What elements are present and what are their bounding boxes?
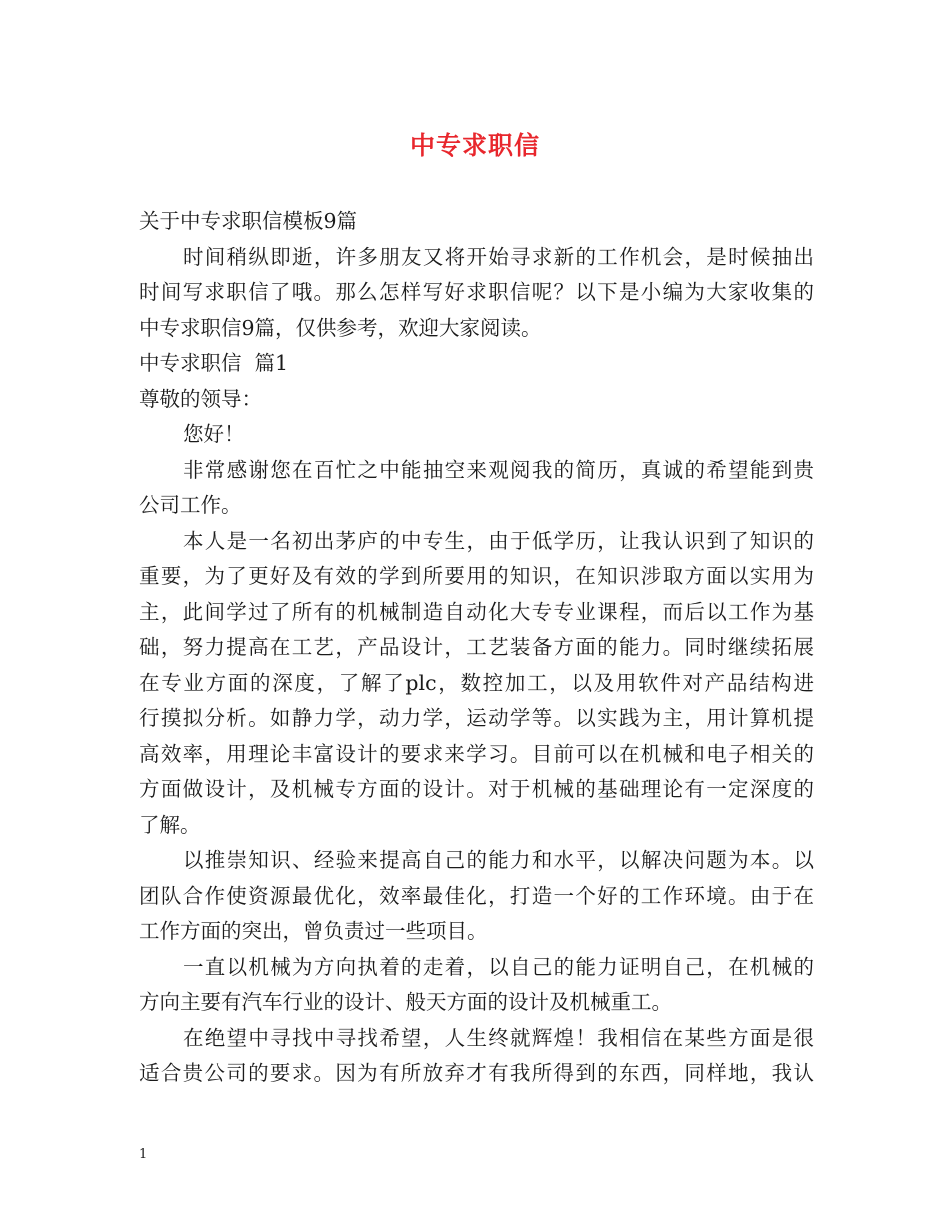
paragraph-line: 适合贵公司的要求。因为有所放弃才有我所得到的东西，同样地，我认 xyxy=(139,1061,814,1085)
paragraph-line: 工作方面的突出，曾负责过一些项目。 xyxy=(139,919,488,943)
intro-paragraph-line: 时间写求职信了哦。那么怎样写好求职信呢？以下是小编为大家收集的 xyxy=(139,280,814,304)
paragraph-line: 高效率，用理论丰富设计的要求来学习。目前可以在机械和电子相关的 xyxy=(139,741,814,766)
paragraph-line: 团队合作使资源最优化，效率最佳化，打造一个好的工作环境。由于在 xyxy=(139,883,814,908)
paragraph-line: 重要，为了更好及有效的学到所要用的知识，在知识涉取方面以实用为 xyxy=(139,564,814,588)
paragraph-line: 在专业方面的深度，了解了plc，数控加工，以及用软件对产品结构进 xyxy=(139,670,814,695)
document-body xyxy=(139,204,814,1092)
intro-paragraph-line: 中专求职信9篇，仅供参考，欢迎大家阅读。 xyxy=(139,315,542,340)
greeting: 您好！ xyxy=(183,422,245,446)
paragraph-line: 行摸拟分析。如静力学，动力学，运动学等。以实践为主，用计算机提 xyxy=(139,706,814,730)
subtitle-line: 关于中专求职信模板9篇 xyxy=(139,209,358,233)
page-number: 1 xyxy=(139,1147,148,1162)
paragraph-line: 本人是一名初出茅庐的中专生，由于低学历，让我认识到了知识的 xyxy=(183,528,814,553)
intro-paragraph-line: 时间稍纵即逝，许多朋友又将开始寻求新的工作机会，是时候抽出 xyxy=(183,244,814,269)
paragraph-line: 在绝望中寻找中寻找希望，人生终就辉煌！我相信在某些方面是很 xyxy=(183,1025,814,1050)
paragraph-line: 方向主要有汽车行业的设计、般天方面的设计及机械重工。 xyxy=(139,990,672,1014)
paragraph-line: 以推崇知识、经验来提高自己的能力和水平，以解决问题为本。以 xyxy=(183,848,814,872)
paragraph-line: 非常感谢您在百忙之中能抽空来观阅我的简历，真诚的希望能到贵 xyxy=(183,457,814,482)
section-heading: 中专求职信 篇1 xyxy=(139,351,289,375)
paragraph-line: 主，此间学过了所有的机械制造自动化大专专业课程，而后以工作为基 xyxy=(139,599,814,624)
paragraph-line: 础，努力提高在工艺，产品设计，工艺装备方面的能力。同时继续拓展 xyxy=(139,635,814,659)
paragraph-line: 公司工作。 xyxy=(139,493,242,517)
paragraph-line: 了解。 xyxy=(139,812,201,837)
salutation: 尊敬的领导： xyxy=(139,386,262,411)
paragraph-line: 一直以机械为方向执着的走着，以自己的能力证明自己，在机械的 xyxy=(183,954,814,979)
document-title: 中专求职信 xyxy=(409,131,540,160)
paragraph-line: 方面做设计，及机械专方面的设计。对于机械的基础理论有一定深度的 xyxy=(139,777,814,801)
